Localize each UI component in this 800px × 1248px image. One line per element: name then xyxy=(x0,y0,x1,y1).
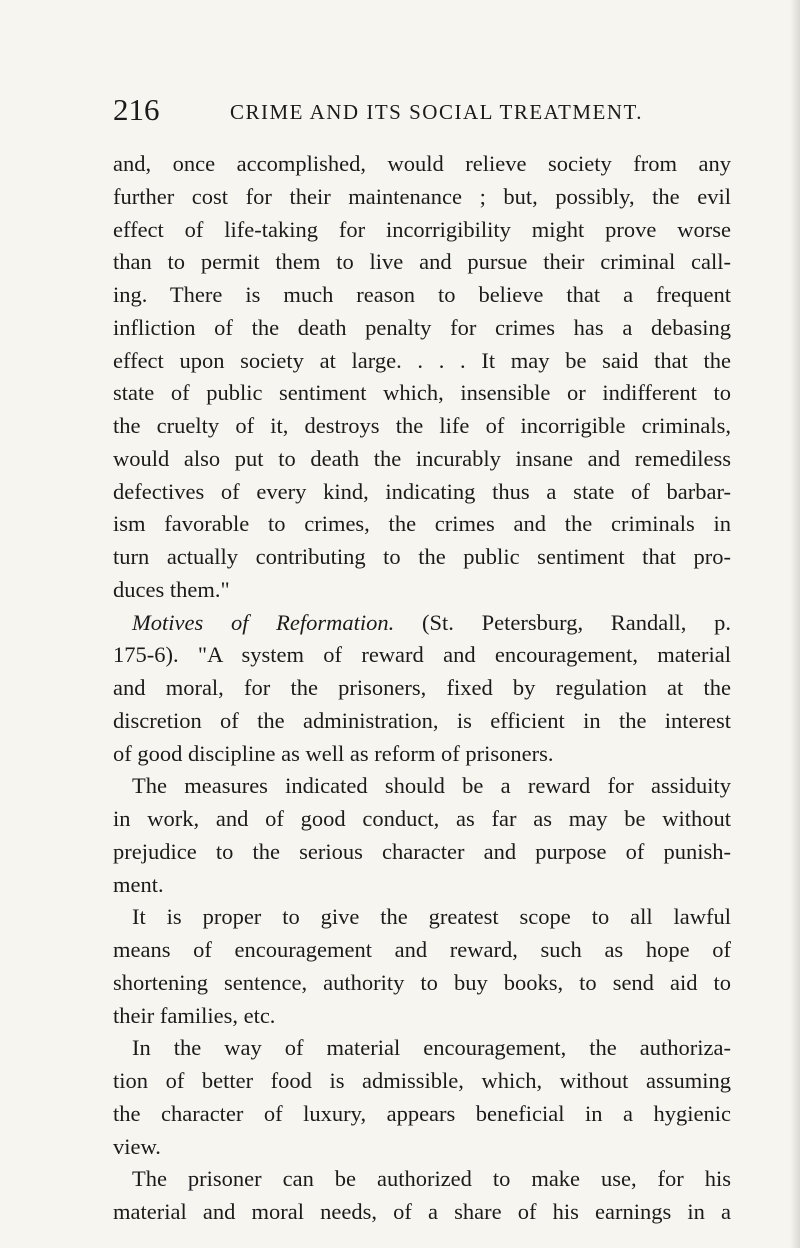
citation-line xyxy=(113,607,731,640)
text-line-23: ment. xyxy=(113,871,164,897)
text-line-33: material and moral needs, of a share of his earnings in a xyxy=(113,1199,731,1224)
body-text xyxy=(113,148,731,1229)
text-line-27: their families, etc. xyxy=(113,1002,276,1028)
text-line-32: The prisoner can be authorized to make use, for his xyxy=(132,1166,731,1192)
text-line-2: further cost for their maintenance ; but, possibly, the evil xyxy=(113,183,731,209)
text-line-18: discretion of the administration, is efficient in the interest xyxy=(113,707,731,733)
text-line-9: the cruelty of it, destroys the life of incorrigible criminals, xyxy=(113,413,731,438)
citation-rest: (St. Petersburg, Randall, p. xyxy=(394,609,731,635)
text-line-29: tion of better food is admissible, which, without assuming xyxy=(113,1068,731,1093)
text-line-12: ism favorable to crimes, the crimes and the criminals in xyxy=(113,511,731,537)
text-line-28: In the way of material encouragement, the authoriza- xyxy=(132,1035,731,1061)
text-line-16: 175-6). "A system of reward and encouragement, material xyxy=(113,642,731,668)
text-line-1: and, once accomplished, would relieve society from any xyxy=(113,151,731,176)
text-line-31: view. xyxy=(113,1133,161,1159)
text-line-5: ing. There is much reason to believe that a frequent xyxy=(113,282,731,307)
text-line-19: of good discipline as well as reform of prisoners. xyxy=(113,740,554,766)
text-line-8: state of public sentiment which, insensible or indifferent to xyxy=(113,380,731,406)
page-number: 216 xyxy=(113,92,160,127)
text-line-22: prejudice to the serious character and purpose of punish- xyxy=(113,838,731,864)
text-line-6: infliction of the death penalty for crimes has a debasing xyxy=(113,314,731,340)
page-edge-shadow xyxy=(790,0,800,1248)
text-line-7: effect upon society at large. . . . It may be said that the xyxy=(113,347,731,373)
text-line-14: duces them." xyxy=(113,576,230,602)
text-line-20: The measures indicated should be a reward for assiduity xyxy=(132,773,731,799)
text-line-21: in work, and of good conduct, as far as may be without xyxy=(113,806,731,831)
text-line-24: It is proper to give the greatest scope to all lawful xyxy=(132,904,731,930)
text-line-4: than to permit them to live and pursue their criminal call- xyxy=(113,249,731,275)
text-line-10: would also put to death the incurably insane and remediless xyxy=(113,445,731,471)
text-line-17: and moral, for the prisoners, fixed by regulation at the xyxy=(113,675,731,700)
text-line-30: the character of luxury, appears beneficial in a hygienic xyxy=(113,1100,731,1126)
running-head xyxy=(113,92,733,132)
text-line-26: shortening sentence, authority to buy books, to send aid to xyxy=(113,969,731,995)
running-title: CRIME AND ITS SOCIAL TREATMENT. xyxy=(230,100,644,124)
text-line-3: effect of life-taking for incorrigibility might prove worse xyxy=(113,216,731,242)
text-line-11: defectives of every kind, indicating thus a state of barbar- xyxy=(113,478,731,504)
citation-title: Motives of Reformation. xyxy=(132,609,395,635)
text-line-25: means of encouragement and reward, such as hope of xyxy=(113,937,731,962)
text-line-13: turn actually contributing to the public sentiment that pro- xyxy=(113,544,731,569)
